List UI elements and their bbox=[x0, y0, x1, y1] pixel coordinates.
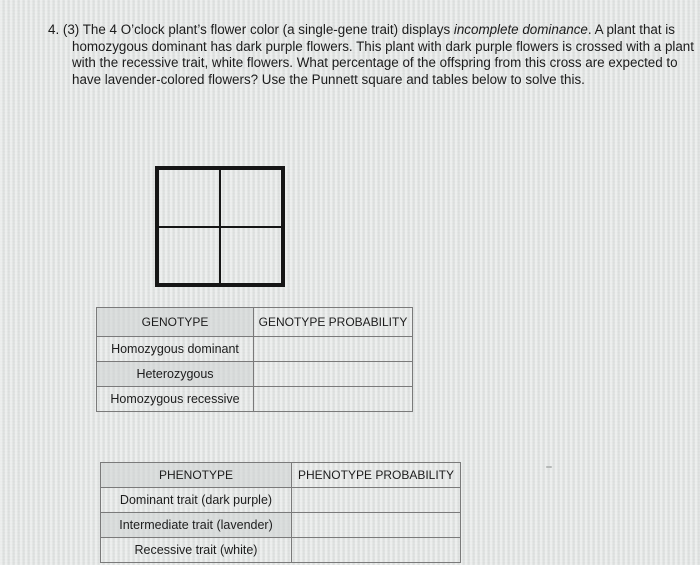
phenotype-table bbox=[100, 462, 461, 563]
genotype-header: GENOTYPE bbox=[97, 308, 254, 337]
phenotype-probability-cell[interactable] bbox=[292, 538, 461, 563]
table-header-row bbox=[97, 308, 413, 337]
table-row bbox=[97, 337, 413, 362]
table-row bbox=[101, 513, 461, 538]
phenotype-label: Dominant trait (dark purple) bbox=[101, 488, 292, 513]
table-row bbox=[97, 387, 413, 412]
punnett-square bbox=[155, 166, 285, 287]
table-row bbox=[101, 488, 461, 513]
paper-mark bbox=[546, 466, 552, 468]
genotype-probability-cell[interactable] bbox=[254, 362, 413, 387]
punnett-cell[interactable] bbox=[219, 226, 283, 286]
question-lead: 4. (3) The 4 O’clock plant’s flower color (a single-gene trait) displays bbox=[48, 22, 454, 37]
genotype-label: Homozygous dominant bbox=[97, 337, 254, 362]
genotype-probability-cell[interactable] bbox=[254, 387, 413, 412]
genotype-label: Homozygous recessive bbox=[97, 387, 254, 412]
phenotype-label: Intermediate trait (lavender) bbox=[101, 513, 292, 538]
punnett-cell[interactable] bbox=[157, 168, 221, 228]
phenotype-probability-cell[interactable] bbox=[292, 488, 461, 513]
punnett-cell[interactable] bbox=[157, 226, 221, 286]
phenotype-probability-header: PHENOTYPE PROBABILITY bbox=[292, 463, 461, 488]
table-header-row bbox=[101, 463, 461, 488]
genotype-label: Heterozygous bbox=[97, 362, 254, 387]
question-rest: . A plant that is homozygous dominant has dark purple flowers. This plant with dark purple flowers is crossed with a plant with the recessive trait, white flowers. What percentage of the offspring from this cross are expected to have lavender-colored flowers? Use the Punnett square and tables below to solve this. bbox=[72, 22, 694, 87]
punnett-cell[interactable] bbox=[219, 168, 283, 228]
phenotype-label: Recessive trait (white) bbox=[101, 538, 292, 563]
genotype-probability-header: GENOTYPE PROBABILITY bbox=[254, 308, 413, 337]
table-row bbox=[97, 362, 413, 387]
table-row bbox=[101, 538, 461, 563]
question-emphasis: incomplete dominance bbox=[453, 22, 588, 37]
phenotype-header: PHENOTYPE bbox=[101, 463, 292, 488]
genotype-table bbox=[96, 307, 413, 412]
genotype-probability-cell[interactable] bbox=[254, 337, 413, 362]
question-text bbox=[48, 22, 700, 88]
phenotype-probability-cell[interactable] bbox=[292, 513, 461, 538]
